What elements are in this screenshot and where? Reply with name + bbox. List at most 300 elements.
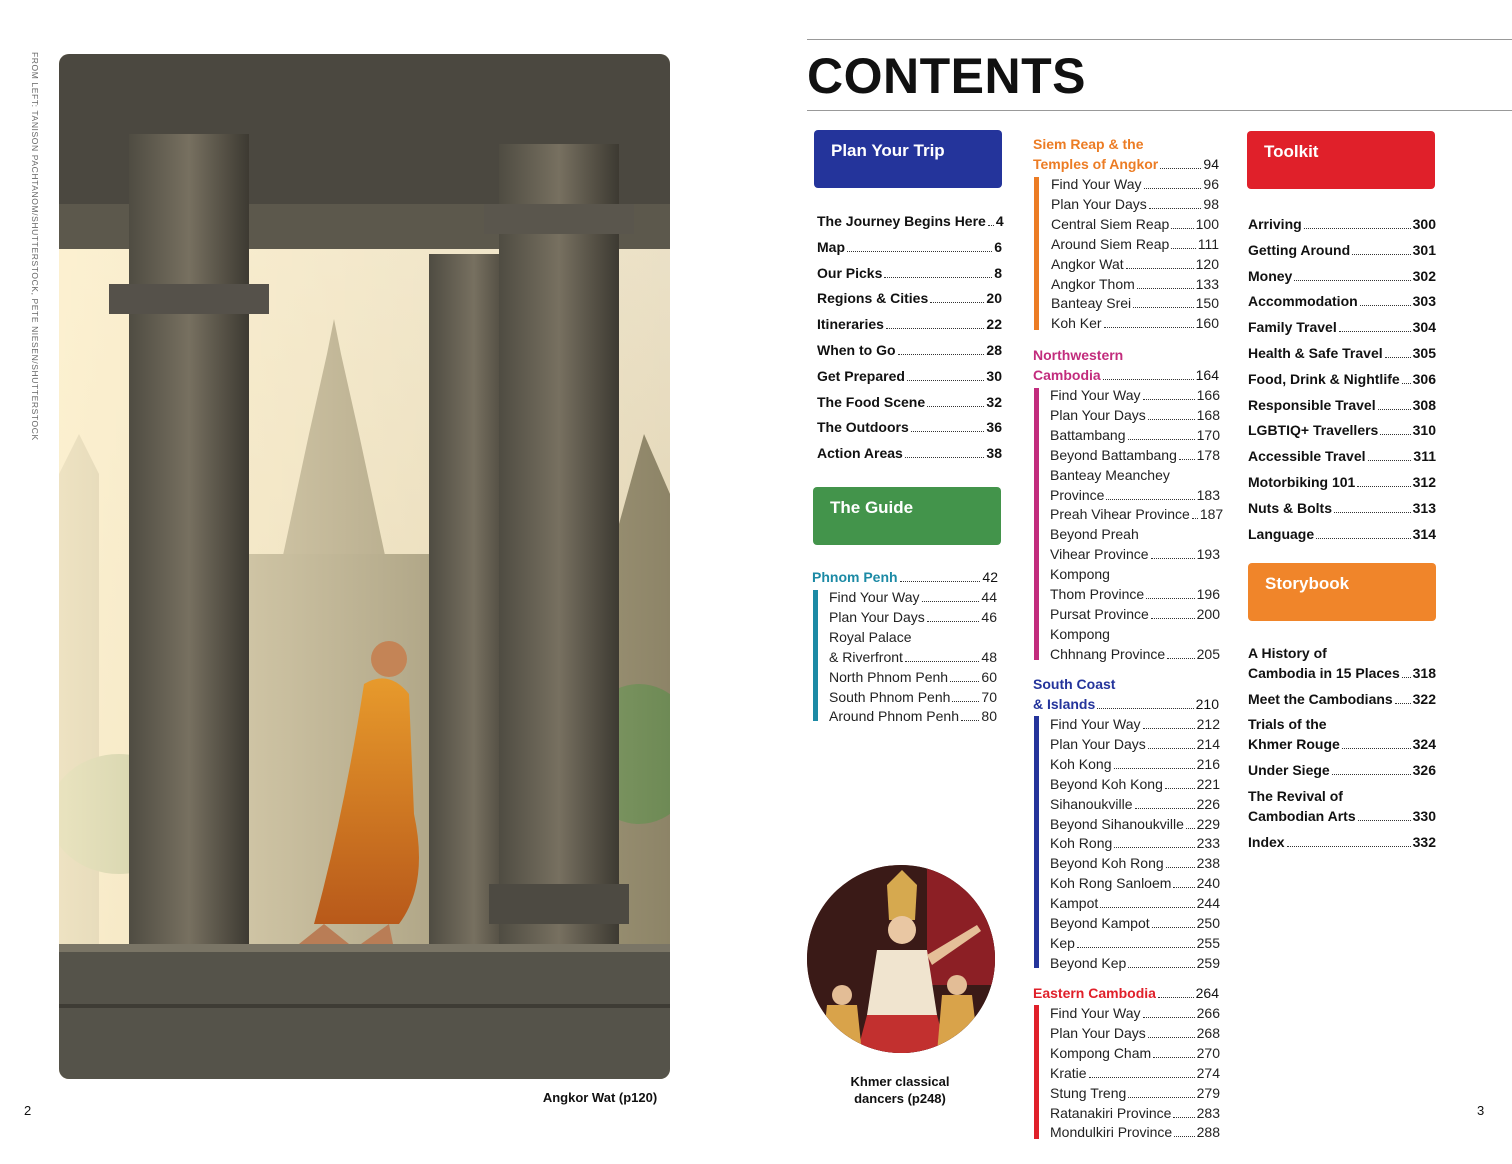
siem-reap-entry[interactable] <box>1051 254 1219 274</box>
northwestern-entry-page: 205 <box>1196 645 1220 662</box>
leader-dots <box>1186 828 1195 829</box>
leader-dots <box>1173 1117 1194 1118</box>
phnom-penh-entry-page: 70 <box>981 688 997 705</box>
south-coast-entry-label: Beyond Koh Kong <box>1050 775 1163 792</box>
leader-dots <box>907 380 984 381</box>
storybook-entry[interactable] <box>1248 663 1436 683</box>
leader-dots <box>952 701 979 702</box>
siem-reap-entry-page: 111 <box>1197 235 1219 252</box>
eastern-cambodia-heading[interactable]: Eastern Cambodia 264 <box>1033 985 1219 1001</box>
eastern-cambodia-entry[interactable] <box>1050 1023 1220 1043</box>
leader-dots <box>884 277 992 278</box>
northwestern-entry-label: Battambang <box>1050 426 1126 443</box>
storybook-entry-label: Index <box>1248 833 1285 850</box>
northwestern-entry-page: 168 <box>1196 406 1220 423</box>
siem-reap-entry-page: 150 <box>1195 295 1219 312</box>
storybook-entry-page: 332 <box>1412 833 1436 850</box>
south-coast-entry[interactable] <box>1050 814 1220 834</box>
phnom-penh-entry-page: 48 <box>981 648 997 665</box>
south-coast-entry[interactable] <box>1050 794 1220 814</box>
leader-dots <box>1143 728 1195 729</box>
leader-dots <box>988 225 994 226</box>
northwestern-entry-page: 178 <box>1196 446 1220 463</box>
toolkit-entry-page: 303 <box>1412 293 1436 310</box>
siem-reap-entry[interactable] <box>1051 214 1219 234</box>
leader-dots <box>1137 288 1194 289</box>
phnom-penh-entry-label: Around Phnom Penh <box>829 708 959 725</box>
phnom-penh-entry[interactable] <box>829 667 997 687</box>
toolkit-entry-label: Money <box>1248 267 1293 284</box>
plan-your-trip-entry-label: Itineraries <box>817 316 884 333</box>
northwestern-entry-page: 166 <box>1196 387 1220 403</box>
leader-dots <box>1143 1017 1195 1018</box>
leader-dots <box>1316 538 1411 539</box>
leader-dots <box>961 720 979 721</box>
phnom-penh-entry-label: South Phnom Penh <box>829 688 951 705</box>
northwestern-entry-label: Thom Province <box>1050 586 1145 602</box>
northwestern-entry[interactable] <box>1050 425 1220 445</box>
phnom-penh-entry[interactable] <box>829 627 997 647</box>
leader-dots <box>1128 1097 1194 1098</box>
storybook-entry-page: 326 <box>1412 762 1436 778</box>
northwestern-entry-label: Find Your Way <box>1050 387 1141 403</box>
leader-dots <box>1148 419 1195 420</box>
toolkit-entry[interactable] <box>1248 498 1436 518</box>
plan-your-trip-entry-label: The Food Scene <box>817 393 926 410</box>
toolkit-tab[interactable] <box>1247 131 1435 189</box>
siem-reap-entry-page: 120 <box>1195 255 1219 272</box>
toolkit-entry-label: Accommodation <box>1248 293 1358 310</box>
northwestern-entry[interactable] <box>1050 524 1220 544</box>
leader-dots <box>1378 409 1411 410</box>
toolkit-entry-page: 301 <box>1412 241 1436 258</box>
leader-dots <box>1339 331 1411 332</box>
toolkit-entry-label: Health & Safe Travel <box>1248 345 1383 361</box>
plan-your-trip-heading: Plan Your Trip <box>831 141 945 160</box>
leader-dots <box>1135 808 1195 809</box>
leader-dots <box>1332 774 1411 775</box>
south-coast-entry[interactable] <box>1050 873 1220 893</box>
siem-reap-heading-line1[interactable]: Siem Reap & the <box>1033 136 1144 152</box>
northwestern-entry-label: Chhnang Province <box>1050 645 1166 662</box>
eastern-cambodia-entry-page: 270 <box>1196 1044 1220 1061</box>
toolkit-entry-page: 313 <box>1412 499 1436 516</box>
toolkit-entry[interactable] <box>1248 317 1436 337</box>
plan-your-trip-entry-label: When to Go <box>817 342 896 358</box>
south-coast-entry-page: 240 <box>1196 875 1220 892</box>
northwestern-entry-page: 183 <box>1196 486 1220 503</box>
siem-reap-entry-label: Central Siem Reap <box>1051 215 1170 232</box>
leader-dots <box>1114 768 1195 769</box>
eastern-cambodia-entry-label: Kompong Cham <box>1050 1044 1152 1061</box>
leader-dots <box>927 406 984 407</box>
eastern-cambodia-entry-label: Mondulkiri Province <box>1050 1124 1173 1141</box>
toolkit-entry-page: 302 <box>1412 267 1436 284</box>
leader-dots <box>1143 399 1195 400</box>
storybook-entry-label: Khmer Rouge <box>1248 736 1340 752</box>
leader-dots <box>1151 558 1195 559</box>
leader-dots <box>1148 748 1195 749</box>
leader-dots <box>1144 188 1202 189</box>
storybook-entry-label: A History of <box>1248 645 1327 661</box>
storybook-entry[interactable] <box>1248 760 1436 780</box>
northwestern-entry[interactable] <box>1050 405 1220 425</box>
storybook-entry-page: 322 <box>1412 690 1436 707</box>
eastern-cambodia-entry-page: 268 <box>1196 1024 1220 1041</box>
south-coast-entry[interactable] <box>1050 913 1220 933</box>
northwestern-entry-label: Kompong <box>1050 566 1110 583</box>
photo-caption: Angkor Wat (p120) <box>542 1090 658 1105</box>
top-rule <box>807 39 1512 40</box>
phnom-penh-entry[interactable] <box>829 647 997 667</box>
south-coast-entry-label: Sihanoukville <box>1050 795 1133 812</box>
plan-your-trip-entry-page: 20 <box>986 290 1002 307</box>
storybook-entry-label: Trials of the <box>1248 716 1327 732</box>
toolkit-entry[interactable] <box>1248 343 1436 363</box>
phnom-penh-entry-label: Find Your Way <box>829 589 920 605</box>
northwestern-entry[interactable] <box>1050 644 1220 664</box>
toolkit-entry-label: Responsible Travel <box>1248 396 1376 413</box>
eastern-cambodia-entry[interactable] <box>1050 1003 1220 1023</box>
northwestern-entry-label: Vihear Province <box>1050 546 1149 563</box>
phnom-penh-entry-label: Plan Your Days <box>829 608 925 625</box>
south-coast-entry[interactable] <box>1050 734 1220 754</box>
leader-dots <box>1358 820 1411 821</box>
leader-dots <box>1357 486 1410 487</box>
plan-your-trip-entry[interactable] <box>817 366 1002 386</box>
khmer-dancers-illustration <box>807 865 995 1053</box>
south-coast-entry-label: Beyond Kep <box>1050 954 1127 971</box>
storybook-entry[interactable] <box>1248 786 1436 806</box>
northwestern-entry-label: Beyond Preah <box>1050 526 1139 543</box>
leader-dots <box>1106 499 1194 500</box>
storybook-entry[interactable] <box>1248 689 1436 709</box>
northwestern-entry[interactable] <box>1050 504 1224 524</box>
toolkit-entry[interactable] <box>1248 446 1436 466</box>
northwestern-entry[interactable] <box>1050 385 1220 405</box>
siem-reap-entry-label: Koh Ker <box>1051 315 1102 332</box>
the-guide-tab[interactable] <box>813 487 1001 545</box>
south-coast-entry-page: 226 <box>1196 795 1220 812</box>
south-coast-entry-label: Koh Rong <box>1050 835 1113 852</box>
plan-your-trip-entry-page: 32 <box>986 393 1002 410</box>
leader-dots <box>1114 847 1194 848</box>
eastern-cambodia-entry-page: 266 <box>1196 1005 1220 1021</box>
south-coast-entry-page: 233 <box>1196 835 1220 852</box>
storybook-heading: Storybook <box>1265 574 1350 593</box>
south-coast-entry[interactable] <box>1050 833 1220 853</box>
leader-dots <box>1287 846 1411 847</box>
south-coast-entry-page: 214 <box>1196 735 1220 752</box>
northwestern-entry-label: Plan Your Days <box>1050 406 1146 423</box>
northwestern-entry[interactable] <box>1050 564 1220 584</box>
south-coast-entry-label: Beyond Koh Rong <box>1050 855 1164 872</box>
leader-dots <box>847 251 992 252</box>
plan-your-trip-entry-label: The Outdoors <box>817 419 909 436</box>
storybook-entry[interactable] <box>1248 714 1436 734</box>
toolkit-entry-label: Family Travel <box>1248 319 1337 336</box>
toolkit-entry[interactable] <box>1248 214 1436 234</box>
toolkit-entry[interactable] <box>1248 395 1436 415</box>
phnom-penh-heading[interactable]: Phnom Penh 42 <box>812 569 998 585</box>
toolkit-entry[interactable] <box>1248 420 1436 440</box>
south-coast-entry-label: Koh Rong Sanloem <box>1050 875 1172 892</box>
photo-credit-text: FROM LEFT: TANISON PACHTANOM/SHUTTERSTOCK, PETE NIESEN/SHUTTERSTOCK <box>30 52 40 441</box>
northwestern-entry-label: Kompong <box>1050 625 1110 642</box>
storybook-entry-label: Meet the Cambodians <box>1248 690 1393 707</box>
south-coast-entry[interactable] <box>1050 893 1220 913</box>
toolkit-entry-label: LGBTIQ+ Travellers <box>1248 422 1379 439</box>
leader-dots <box>1152 927 1195 928</box>
leader-dots <box>1334 512 1411 513</box>
siem-reap-entry[interactable] <box>1051 194 1219 214</box>
leader-dots <box>1133 307 1193 308</box>
siem-reap-entry[interactable] <box>1051 274 1219 294</box>
leader-dots <box>1104 327 1194 328</box>
northwestern-heading-line1[interactable]: Northwestern <box>1033 347 1124 363</box>
phnom-penh-entry-label: Royal Palace <box>829 628 912 645</box>
phnom-penh-entry[interactable] <box>829 706 997 726</box>
eastern-cambodia-entry[interactable] <box>1050 1043 1220 1063</box>
leader-dots <box>927 621 980 622</box>
eastern-cambodia-entry[interactable] <box>1050 1103 1220 1123</box>
eastern-cambodia-entry[interactable] <box>1050 1122 1220 1142</box>
dancers-caption: Khmer classical dancers (p248) <box>850 1074 950 1106</box>
northwestern-entry-label: Pursat Province <box>1050 605 1149 622</box>
toolkit-entry[interactable] <box>1248 369 1436 389</box>
plan-your-trip-entry[interactable] <box>817 392 1002 412</box>
northwestern-entry[interactable] <box>1050 604 1220 624</box>
phnom-penh-entry[interactable] <box>829 587 997 607</box>
angkor-wat-photo <box>59 54 670 1079</box>
leader-dots <box>886 328 984 329</box>
plan-your-trip-entry-label: Our Picks <box>817 264 883 281</box>
toolkit-entry-label: Getting Around <box>1248 241 1351 258</box>
leader-dots <box>1148 1037 1195 1038</box>
eastern-cambodia-entry[interactable] <box>1050 1083 1220 1103</box>
toolkit-heading: Toolkit <box>1264 142 1319 161</box>
plan-your-trip-entry[interactable] <box>817 340 1002 360</box>
south-coast-heading-line1[interactable]: South Coast <box>1033 676 1116 692</box>
khmer-dancers-photo <box>807 865 995 1053</box>
leader-dots <box>1167 658 1194 659</box>
plan-your-trip-entry-page: 38 <box>986 445 1002 462</box>
leader-dots <box>898 354 985 355</box>
toolkit-entry-page: 304 <box>1412 319 1436 336</box>
leader-dots <box>1100 907 1194 908</box>
storybook-entry[interactable] <box>1248 643 1436 663</box>
siem-reap-entry-label: Around Siem Reap <box>1051 235 1170 252</box>
siem-reap-entry-label: Angkor Thom <box>1051 275 1135 292</box>
storybook-entry-label: Cambodian Arts <box>1248 807 1356 824</box>
storybook-entry[interactable] <box>1248 806 1436 826</box>
leader-dots <box>1395 703 1411 704</box>
plan-your-trip-entry[interactable] <box>817 237 1002 257</box>
toolkit-entry-label: Accessible Travel <box>1248 448 1366 465</box>
south-coast-entry-page: 259 <box>1196 954 1220 971</box>
storybook-tab[interactable] <box>1248 563 1436 621</box>
left-page-number: 2 <box>24 1103 32 1118</box>
siem-reap-bar <box>1034 177 1039 330</box>
siem-reap-entry[interactable] <box>1051 174 1219 194</box>
leader-dots <box>905 661 980 662</box>
northwestern-entry-label: Preah Vihear Province <box>1050 506 1190 523</box>
toolkit-entry[interactable] <box>1248 524 1436 544</box>
leader-dots <box>1153 1057 1194 1058</box>
south-coast-entry-page: 244 <box>1196 895 1220 912</box>
toolkit-entry-page: 305 <box>1412 345 1436 361</box>
south-coast-entry-label: Kampot <box>1050 895 1099 912</box>
leader-dots <box>911 431 985 432</box>
northwestern-entry[interactable] <box>1050 465 1220 485</box>
leader-dots <box>1192 518 1198 519</box>
toolkit-entry-label: Motorbiking 101 <box>1248 474 1356 490</box>
toolkit-entry[interactable] <box>1248 291 1436 311</box>
plan-your-trip-entry[interactable] <box>817 443 1002 463</box>
plan-your-trip-entry[interactable] <box>817 211 1002 231</box>
leader-dots <box>1173 887 1194 888</box>
phnom-penh-entry[interactable] <box>829 607 997 627</box>
leader-dots <box>1368 460 1412 461</box>
eastern-cambodia-entry-page: 288 <box>1196 1124 1220 1141</box>
title-rule <box>807 110 1512 111</box>
storybook-entry-label: Under Siege <box>1248 762 1330 778</box>
leader-dots <box>1166 867 1195 868</box>
northwestern-entry-page: 196 <box>1196 586 1220 602</box>
plan-your-trip-entry-page: 30 <box>986 367 1002 384</box>
eastern-cambodia-entry-page: 279 <box>1196 1084 1220 1101</box>
leader-dots <box>1089 1077 1195 1078</box>
toolkit-entry-page: 310 <box>1412 422 1436 439</box>
toolkit-entry[interactable] <box>1248 472 1436 492</box>
right-page-number: 3 <box>1477 1103 1485 1118</box>
plan-your-trip-entry-page: 36 <box>986 419 1002 436</box>
phnom-penh-entry-page: 60 <box>981 668 997 685</box>
northwestern-entry[interactable] <box>1050 485 1220 505</box>
northwestern-heading[interactable]: Cambodia 164 <box>1033 367 1219 383</box>
south-coast-entry-label: Beyond Kampot <box>1050 915 1150 931</box>
the-guide-heading: The Guide <box>830 498 914 517</box>
south-coast-heading[interactable]: & Islands 210 <box>1033 696 1219 712</box>
northwestern-entry[interactable] <box>1050 584 1220 604</box>
plan-your-trip-entry[interactable] <box>817 288 1002 308</box>
eastern-cambodia-entry-label: Find Your Way <box>1050 1005 1141 1021</box>
toolkit-entry-page: 314 <box>1412 525 1436 542</box>
storybook-entry[interactable] <box>1248 734 1436 754</box>
siem-reap-entry-label: Angkor Wat <box>1051 255 1124 272</box>
eastern-cambodia-entry-label: Kratie <box>1050 1064 1087 1081</box>
south-coast-entry[interactable] <box>1050 933 1220 953</box>
northwestern-entry[interactable] <box>1050 445 1220 465</box>
siem-reap-entry-page: 98 <box>1203 195 1219 212</box>
leader-dots <box>1380 434 1410 435</box>
leader-dots <box>1151 618 1195 619</box>
phnom-penh-bar <box>813 590 818 721</box>
leader-dots <box>1128 967 1194 968</box>
photo-credit <box>30 52 42 441</box>
leader-dots <box>1402 677 1411 678</box>
south-coast-entry-page: 216 <box>1196 755 1220 772</box>
leader-dots <box>922 601 980 602</box>
phnom-penh-entry-page: 44 <box>981 589 997 605</box>
toolkit-entry-page: 312 <box>1412 474 1436 490</box>
plan-your-trip-entry[interactable] <box>817 314 1002 334</box>
siem-reap-entry-page: 133 <box>1195 275 1219 292</box>
toolkit-entry[interactable] <box>1248 266 1436 286</box>
south-coast-entry-label: Plan Your Days <box>1050 735 1146 752</box>
plan-your-trip-entry-page: 6 <box>994 238 1002 255</box>
toolkit-entry-page: 311 <box>1413 448 1436 465</box>
phnom-penh-entry-label: North Phnom Penh <box>829 668 949 685</box>
toolkit-entry-label: Nuts & Bolts <box>1248 499 1332 516</box>
storybook-entry[interactable] <box>1248 832 1436 852</box>
south-coast-entry[interactable] <box>1050 774 1220 794</box>
south-coast-entry-label: Kep <box>1050 934 1075 951</box>
siem-reap-entry-label: Banteay Srei <box>1051 295 1132 312</box>
south-coast-entry[interactable] <box>1050 953 1220 973</box>
south-coast-bar <box>1034 716 1039 968</box>
phnom-penh-entry-page: 80 <box>981 708 997 725</box>
plan-your-trip-entry[interactable] <box>817 417 1002 437</box>
storybook-entry-page: 330 <box>1412 807 1436 824</box>
contents-title: CONTENTS <box>807 48 1086 104</box>
leader-dots <box>1146 598 1194 599</box>
south-coast-entry-page: 212 <box>1196 716 1220 732</box>
phnom-penh-entry[interactable] <box>829 687 997 707</box>
leader-dots <box>1171 248 1195 249</box>
siem-reap-entry-label: Plan Your Days <box>1051 195 1147 212</box>
siem-reap-entry-page: 100 <box>1195 215 1219 232</box>
leader-dots <box>1174 1136 1194 1137</box>
storybook-entry-label: Cambodia in 15 Places <box>1248 665 1400 681</box>
northwestern-entry[interactable] <box>1050 544 1220 564</box>
siem-reap-entry[interactable] <box>1051 313 1219 333</box>
south-coast-entry[interactable] <box>1050 754 1220 774</box>
northwestern-entry-label: Province <box>1050 486 1105 503</box>
leader-dots <box>1385 357 1411 358</box>
toolkit-entry[interactable] <box>1248 240 1436 260</box>
south-coast-entry-page: 250 <box>1196 915 1220 931</box>
plan-your-trip-entry[interactable] <box>817 263 1002 283</box>
south-coast-entry-page: 255 <box>1196 934 1220 951</box>
plan-your-trip-entry-label: Regions & Cities <box>817 290 929 307</box>
storybook-entry-page: 318 <box>1412 665 1436 681</box>
eastern-cambodia-entry-page: 274 <box>1196 1064 1220 1081</box>
leader-dots <box>1179 459 1195 460</box>
eastern-cambodia-entry-page: 283 <box>1196 1104 1220 1121</box>
siem-reap-entry[interactable] <box>1051 234 1219 254</box>
south-coast-entry[interactable] <box>1050 714 1220 734</box>
eastern-cambodia-entry[interactable] <box>1050 1063 1220 1083</box>
leader-dots <box>1342 748 1411 749</box>
plan-your-trip-entry-label: The Journey Begins Here <box>817 213 986 229</box>
siem-reap-heading[interactable]: Temples of Angkor 94 <box>1033 156 1219 172</box>
leader-dots <box>1171 228 1193 229</box>
eastern-cambodia-entry-label: Ratanakiri Province <box>1050 1104 1172 1121</box>
eastern-cambodia-entry-label: Stung Treng <box>1050 1084 1127 1101</box>
leader-dots <box>1352 254 1411 255</box>
toolkit-entry-label: Food, Drink & Nightlife <box>1248 370 1400 387</box>
leader-dots <box>1165 788 1195 789</box>
siem-reap-entry-page: 96 <box>1203 176 1219 192</box>
south-coast-entry[interactable] <box>1050 853 1220 873</box>
leader-dots <box>1360 305 1411 306</box>
northwestern-entry-page: 193 <box>1196 546 1220 563</box>
northwestern-entry[interactable] <box>1050 624 1220 644</box>
plan-your-trip-tab[interactable] <box>814 130 1002 188</box>
siem-reap-entry[interactable] <box>1051 293 1219 313</box>
northwestern-entry-page: 187 <box>1199 506 1224 523</box>
